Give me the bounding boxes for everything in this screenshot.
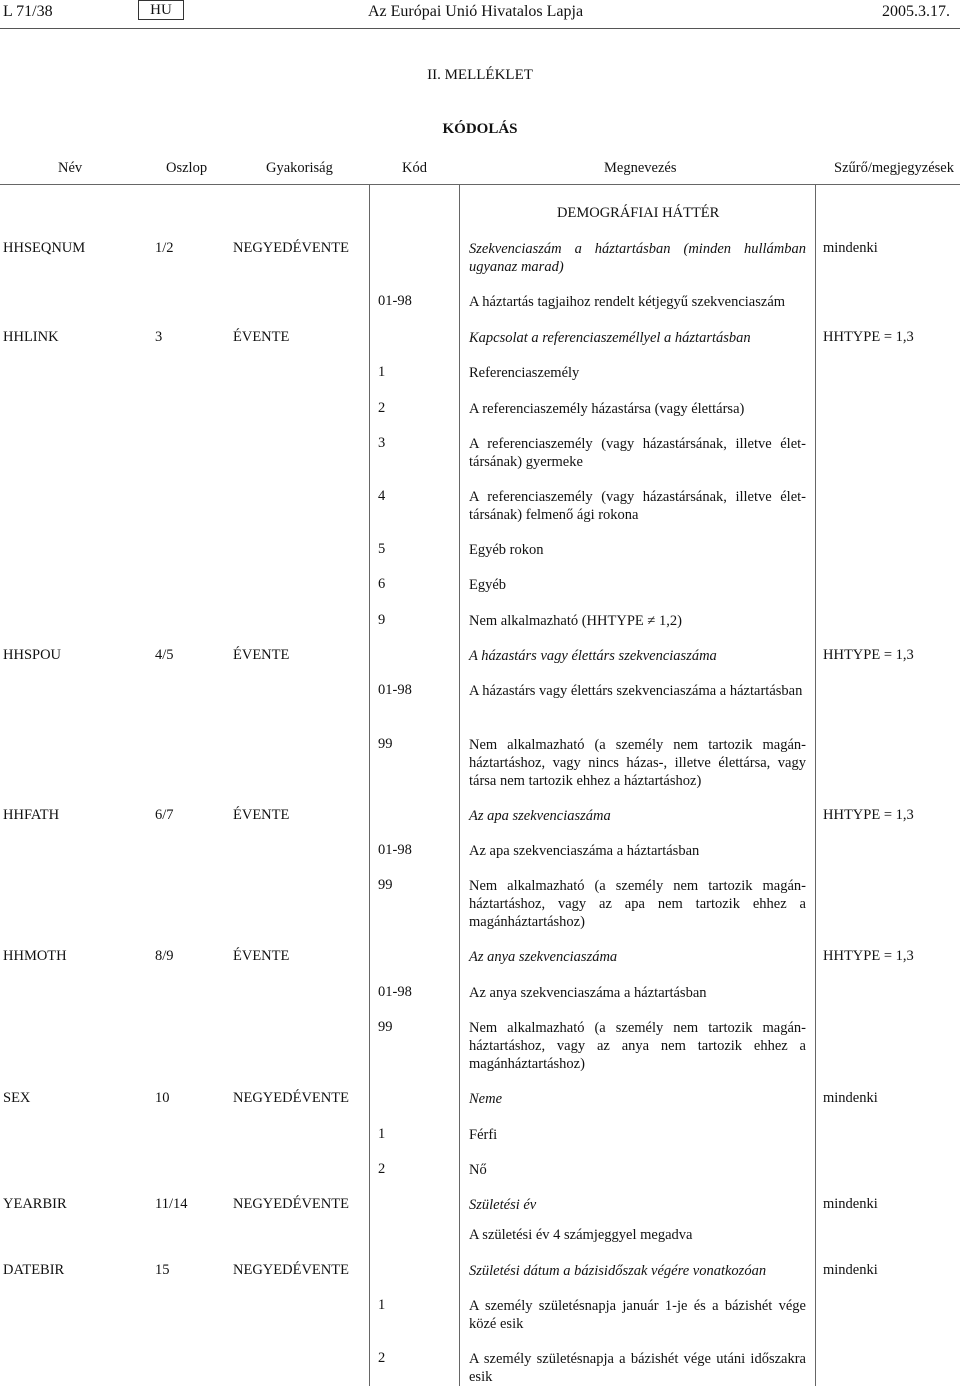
filter-note: HHTYPE = 1,3	[823, 948, 914, 964]
variable-description: Az anya szekvenciaszáma	[469, 949, 618, 965]
code-value: 2	[378, 1350, 386, 1366]
column-header-filter: Szűrő/megjegyzések	[834, 160, 954, 176]
section-heading: DEMOGRÁFIAI HÁTTÉR	[557, 205, 720, 221]
code-value: 1	[378, 364, 386, 380]
code-label: Referenciaszemély	[469, 365, 580, 381]
code-value: 99	[378, 736, 393, 752]
column-header-code: Kód	[402, 160, 427, 176]
variable-description: Születési dátum a bázisidőszak végére vonatkozóan	[469, 1263, 767, 1279]
code-label: Nem alkalmazható (a személy nem tartozik magánháztartáshoz, vagy az apa nem tartozik ehhez a magánháztartáshoz)	[469, 878, 806, 930]
code-label: A házastárs vagy élettárs szekvenciaszáma a háztartásban	[469, 683, 803, 699]
code-label: A referenciaszemély (vagy házastársának, illetve élettársának) felmenő ági rokona	[469, 489, 806, 523]
code-value: 01-98	[378, 682, 412, 698]
variable-name: DATEBIR	[3, 1262, 65, 1278]
filter-note: mindenki	[823, 240, 878, 256]
code-label: Egyéb rokon	[469, 542, 544, 558]
code-value: 4	[378, 488, 386, 504]
variable-name: YEARBIR	[3, 1196, 67, 1212]
frequency: ÉVENTE	[233, 948, 290, 964]
variable-name: HHFATH	[3, 807, 60, 823]
filter-note: HHTYPE = 1,3	[823, 807, 914, 823]
variable-description: Kapcsolat a referenciaszeméllyel a háztartásban	[469, 330, 751, 346]
variable-description: Születési év	[469, 1197, 537, 1213]
frequency: ÉVENTE	[233, 647, 290, 663]
code-label: A háztartás tagjaihoz rendelt kétjegyű szekvenciaszám	[469, 294, 786, 310]
frequency: NEGYEDÉVENTE	[233, 1090, 349, 1106]
filter-note: mindenki	[823, 1090, 878, 1106]
code-value: 6	[378, 576, 386, 592]
code-column-right-rule	[459, 184, 460, 1386]
code-value: 1	[378, 1297, 386, 1313]
code-value: 99	[378, 1019, 393, 1035]
code-value: 2	[378, 400, 386, 416]
variable-description: Szekvenciaszám a háztartásban (minden hullámban ugyanaz marad)	[469, 241, 806, 275]
code-label: Férfi	[469, 1127, 498, 1143]
variable-name: HHSPOU	[3, 647, 62, 663]
code-label: A személy születésnapja január 1-je és a bázishét vége közé esik	[469, 1298, 806, 1332]
column-header-rule	[0, 184, 960, 185]
column-position: 1/2	[155, 240, 174, 256]
column-header-column: Oszlop	[166, 160, 208, 176]
column-position: 8/9	[155, 948, 174, 964]
filter-note: HHTYPE = 1,3	[823, 647, 914, 663]
frequency: ÉVENTE	[233, 807, 290, 823]
code-value: 5	[378, 541, 386, 557]
filter-note: mindenki	[823, 1262, 878, 1278]
code-value: 01-98	[378, 293, 412, 309]
variable-name: HHLINK	[3, 329, 59, 345]
variable-name: HHMOTH	[3, 948, 67, 964]
code-value: 2	[378, 1161, 386, 1177]
code-label: Nő	[469, 1162, 487, 1178]
frequency: ÉVENTE	[233, 329, 290, 345]
code-label: Az anya szekvenciaszáma a háztartásban	[469, 985, 707, 1001]
code-label: Az apa szekvenciaszáma a háztartásban	[469, 843, 700, 859]
page-reference: L 71/38	[3, 3, 53, 20]
filter-note: mindenki	[823, 1196, 878, 1212]
code-value: 9	[378, 612, 386, 628]
column-position: 15	[155, 1262, 170, 1278]
variable-description: A házastárs vagy élettárs szekvenciaszáma	[469, 648, 717, 664]
filter-note: HHTYPE = 1,3	[823, 329, 914, 345]
code-label: Nem alkalmazható (HHTYPE ≠ 1,2)	[469, 613, 682, 629]
code-label: Nem alkalmazható (a személy nem tartozik magánháztartáshoz, vagy nincs házas-, illetve élettársa, vagy társa nem tartozik ehhez a háztartáshoz)	[469, 737, 806, 789]
code-value: 01-98	[378, 984, 412, 1000]
code-value: 1	[378, 1126, 386, 1142]
column-header-name: Név	[58, 160, 83, 176]
column-position: 3	[155, 329, 163, 345]
column-position: 4/5	[155, 647, 174, 663]
publication-date: 2005.3.17.	[882, 3, 950, 20]
column-header-label: Megnevezés	[604, 160, 677, 176]
frequency: NEGYEDÉVENTE	[233, 240, 349, 256]
language-badge: HU	[138, 0, 184, 20]
column-position: 10	[155, 1090, 170, 1106]
variable-description: Neme	[469, 1091, 503, 1107]
code-value: 99	[378, 877, 393, 893]
code-label: Nem alkalmazható (a személy nem tartozik magánháztartáshoz, vagy az anya nem tartozik ehhez a magánháztartáshoz)	[469, 1020, 806, 1072]
code-label: Egyéb	[469, 577, 507, 593]
code-value: 01-98	[378, 842, 412, 858]
frequency: NEGYEDÉVENTE	[233, 1196, 349, 1212]
column-header-frequency: Gyakoriság	[266, 160, 333, 176]
code-label: A személy születésnapja a bázishét vége utáni időszakra esik	[469, 1351, 806, 1385]
variable-description: Az apa szekvenciaszáma	[469, 808, 611, 824]
journal-title: Az Európai Unió Hivatalos Lapja	[368, 3, 584, 20]
code-label: A referenciaszemély házastársa (vagy élettársa)	[469, 401, 745, 417]
code-label: A referenciaszemély (vagy házastársának, illetve élettársának) gyermeke	[469, 436, 806, 470]
code-value: 3	[378, 435, 386, 451]
page-title: KÓDOLÁS	[442, 121, 518, 137]
header-rule	[0, 28, 960, 29]
code-label: A születési év 4 számjeggyel megadva	[469, 1227, 693, 1243]
column-position: 11/14	[155, 1196, 188, 1212]
column-position: 6/7	[155, 807, 174, 823]
code-column-left-rule	[369, 184, 370, 1386]
frequency: NEGYEDÉVENTE	[233, 1262, 349, 1278]
label-column-right-rule	[815, 184, 816, 1386]
annex-heading: II. MELLÉKLET	[427, 67, 533, 83]
variable-name: HHSEQNUM	[3, 240, 86, 256]
variable-name: SEX	[3, 1090, 31, 1106]
